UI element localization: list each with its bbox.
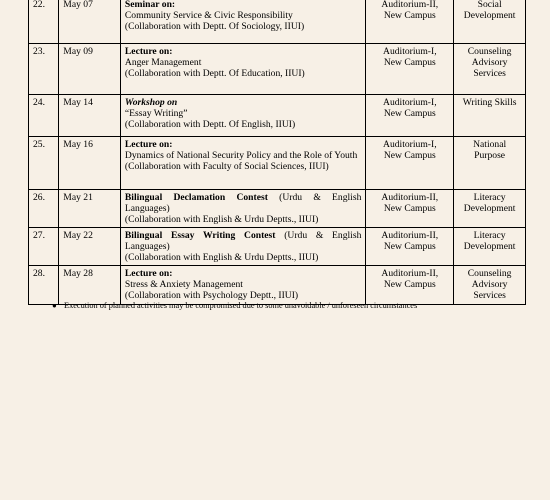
table-row — [29, 190, 526, 228]
venue-line: New Campus — [383, 150, 436, 161]
activity-schedule-table — [28, 0, 526, 305]
venue — [366, 95, 454, 137]
category-line: Advisory — [471, 279, 508, 290]
row-date: May 09 — [59, 44, 121, 95]
row-number: 27. — [29, 228, 59, 266]
table-row — [29, 137, 526, 190]
activity-type-suffix: (Urdu & English Languages) — [124, 192, 362, 214]
category-line: Literacy — [473, 230, 506, 241]
venue — [366, 0, 454, 44]
category-line: Writing Skills — [462, 97, 517, 108]
row-number: 25. — [29, 137, 59, 190]
venue-line: New Campus — [383, 108, 436, 119]
category-line: Social — [477, 0, 502, 10]
footnote — [52, 301, 418, 311]
row-date: May 21 — [59, 190, 121, 228]
category — [454, 228, 526, 266]
table-row — [29, 95, 526, 137]
row-date: May 16 — [59, 137, 121, 190]
venue — [366, 137, 454, 190]
activity-description — [120, 266, 365, 305]
category-line: Development — [463, 241, 516, 252]
row-date: May 07 — [59, 0, 121, 44]
activity-type: Bilingual Essay Writing Contest — [124, 230, 276, 241]
category — [454, 44, 526, 95]
activity-line: (Collaboration with Psychology Deptt., IIUI) — [124, 290, 299, 301]
venue — [366, 190, 454, 228]
table-row — [29, 0, 526, 44]
category-line: Literacy — [473, 192, 506, 203]
activity-type: Lecture on: — [124, 46, 173, 57]
row-number: 24. — [29, 95, 59, 137]
venue-line: New Campus — [383, 57, 436, 68]
venue-line: New Campus — [383, 203, 436, 214]
category — [454, 95, 526, 137]
activity-description — [120, 228, 365, 266]
row-date: May 22 — [59, 228, 121, 266]
activity-line: Dynamics of National Security Policy and the Role of Youth — [124, 150, 358, 161]
venue-line: Auditorium-II, — [381, 0, 439, 10]
row-date: May 28 — [59, 266, 121, 305]
venue-line: New Campus — [383, 279, 436, 290]
venue-line: Auditorium-I, — [383, 139, 437, 150]
row-date: May 14 — [59, 95, 121, 137]
activity-line: Anger Management — [124, 57, 202, 68]
venue-line: Auditorium-I, — [383, 97, 437, 108]
schedule-rows — [29, 0, 526, 305]
activity-line: (Collaboration with Faculty of Social Sciences, IIUI) — [124, 161, 329, 172]
activity-description — [120, 0, 365, 44]
venue — [366, 44, 454, 95]
venue-line: Auditorium-I, — [383, 46, 437, 57]
category — [454, 266, 526, 305]
venue-line: Auditorium-II, — [381, 268, 439, 279]
activity-heading — [125, 192, 361, 214]
table-row — [29, 228, 526, 266]
activity-line: (Collaboration with Deptt. Of English, IIUI) — [124, 119, 296, 130]
venue-line: Auditorium-II, — [381, 192, 439, 203]
category-line: Services — [473, 68, 506, 79]
activity-heading — [125, 0, 361, 10]
category-line: Counseling — [467, 268, 512, 279]
activity-heading — [125, 97, 361, 108]
category-line: Development — [463, 203, 516, 214]
activity-heading — [125, 46, 361, 57]
category-line: National — [473, 139, 507, 150]
venue — [366, 266, 454, 305]
category-line: Purpose — [474, 150, 506, 161]
category — [454, 190, 526, 228]
category-line: Advisory — [471, 57, 508, 68]
footnote-text: Execution of planned activities may be compromised due to some unavoidable / unforeseen circumstances — [64, 301, 418, 310]
category-line: Counseling — [467, 46, 512, 57]
activity-line: (Collaboration with Deptt. Of Sociology, IIUI) — [124, 21, 305, 32]
category — [454, 0, 526, 44]
row-number: 26. — [29, 190, 59, 228]
activity-line: (Collaboration with Deptt. Of Education, IIUI) — [124, 68, 305, 79]
activity-type: Lecture on: — [124, 139, 173, 150]
activity-type: Workshop on — [124, 97, 178, 108]
venue-line: New Campus — [383, 241, 436, 252]
activity-line: (Collaboration with English & Urdu Deptts., IIUI) — [124, 252, 319, 263]
venue — [366, 228, 454, 266]
activity-description — [120, 137, 365, 190]
activity-type: Bilingual Declamation Contest — [124, 192, 268, 203]
activity-heading — [125, 230, 361, 252]
activity-heading — [125, 139, 361, 150]
activity-description — [120, 44, 365, 95]
row-number: 28. — [29, 266, 59, 305]
activity-line: (Collaboration with English & Urdu Deptts., IIUI) — [124, 214, 319, 225]
activity-line: “Essay Writing” — [124, 108, 188, 119]
table-row — [29, 266, 526, 305]
activity-type: Seminar on: — [124, 0, 176, 10]
venue-line: Auditorium-II, — [381, 230, 439, 241]
activity-type-suffix: (Urdu & English Languages) — [124, 230, 362, 252]
venue-line: New Campus — [383, 10, 436, 21]
activity-type: Lecture on: — [124, 268, 173, 279]
bullet-icon: ● — [52, 301, 57, 310]
row-number: 23. — [29, 44, 59, 95]
category-line: Development — [463, 10, 516, 21]
activity-description — [120, 95, 365, 137]
category-line: Services — [473, 290, 506, 301]
table-row — [29, 44, 526, 95]
activity-line: Stress & Anxiety Management — [124, 279, 243, 290]
activity-line: Community Service & Civic Responsibility — [124, 10, 293, 21]
activity-heading — [125, 268, 361, 279]
activity-description — [120, 190, 365, 228]
row-number: 22. — [29, 0, 59, 44]
category — [454, 137, 526, 190]
